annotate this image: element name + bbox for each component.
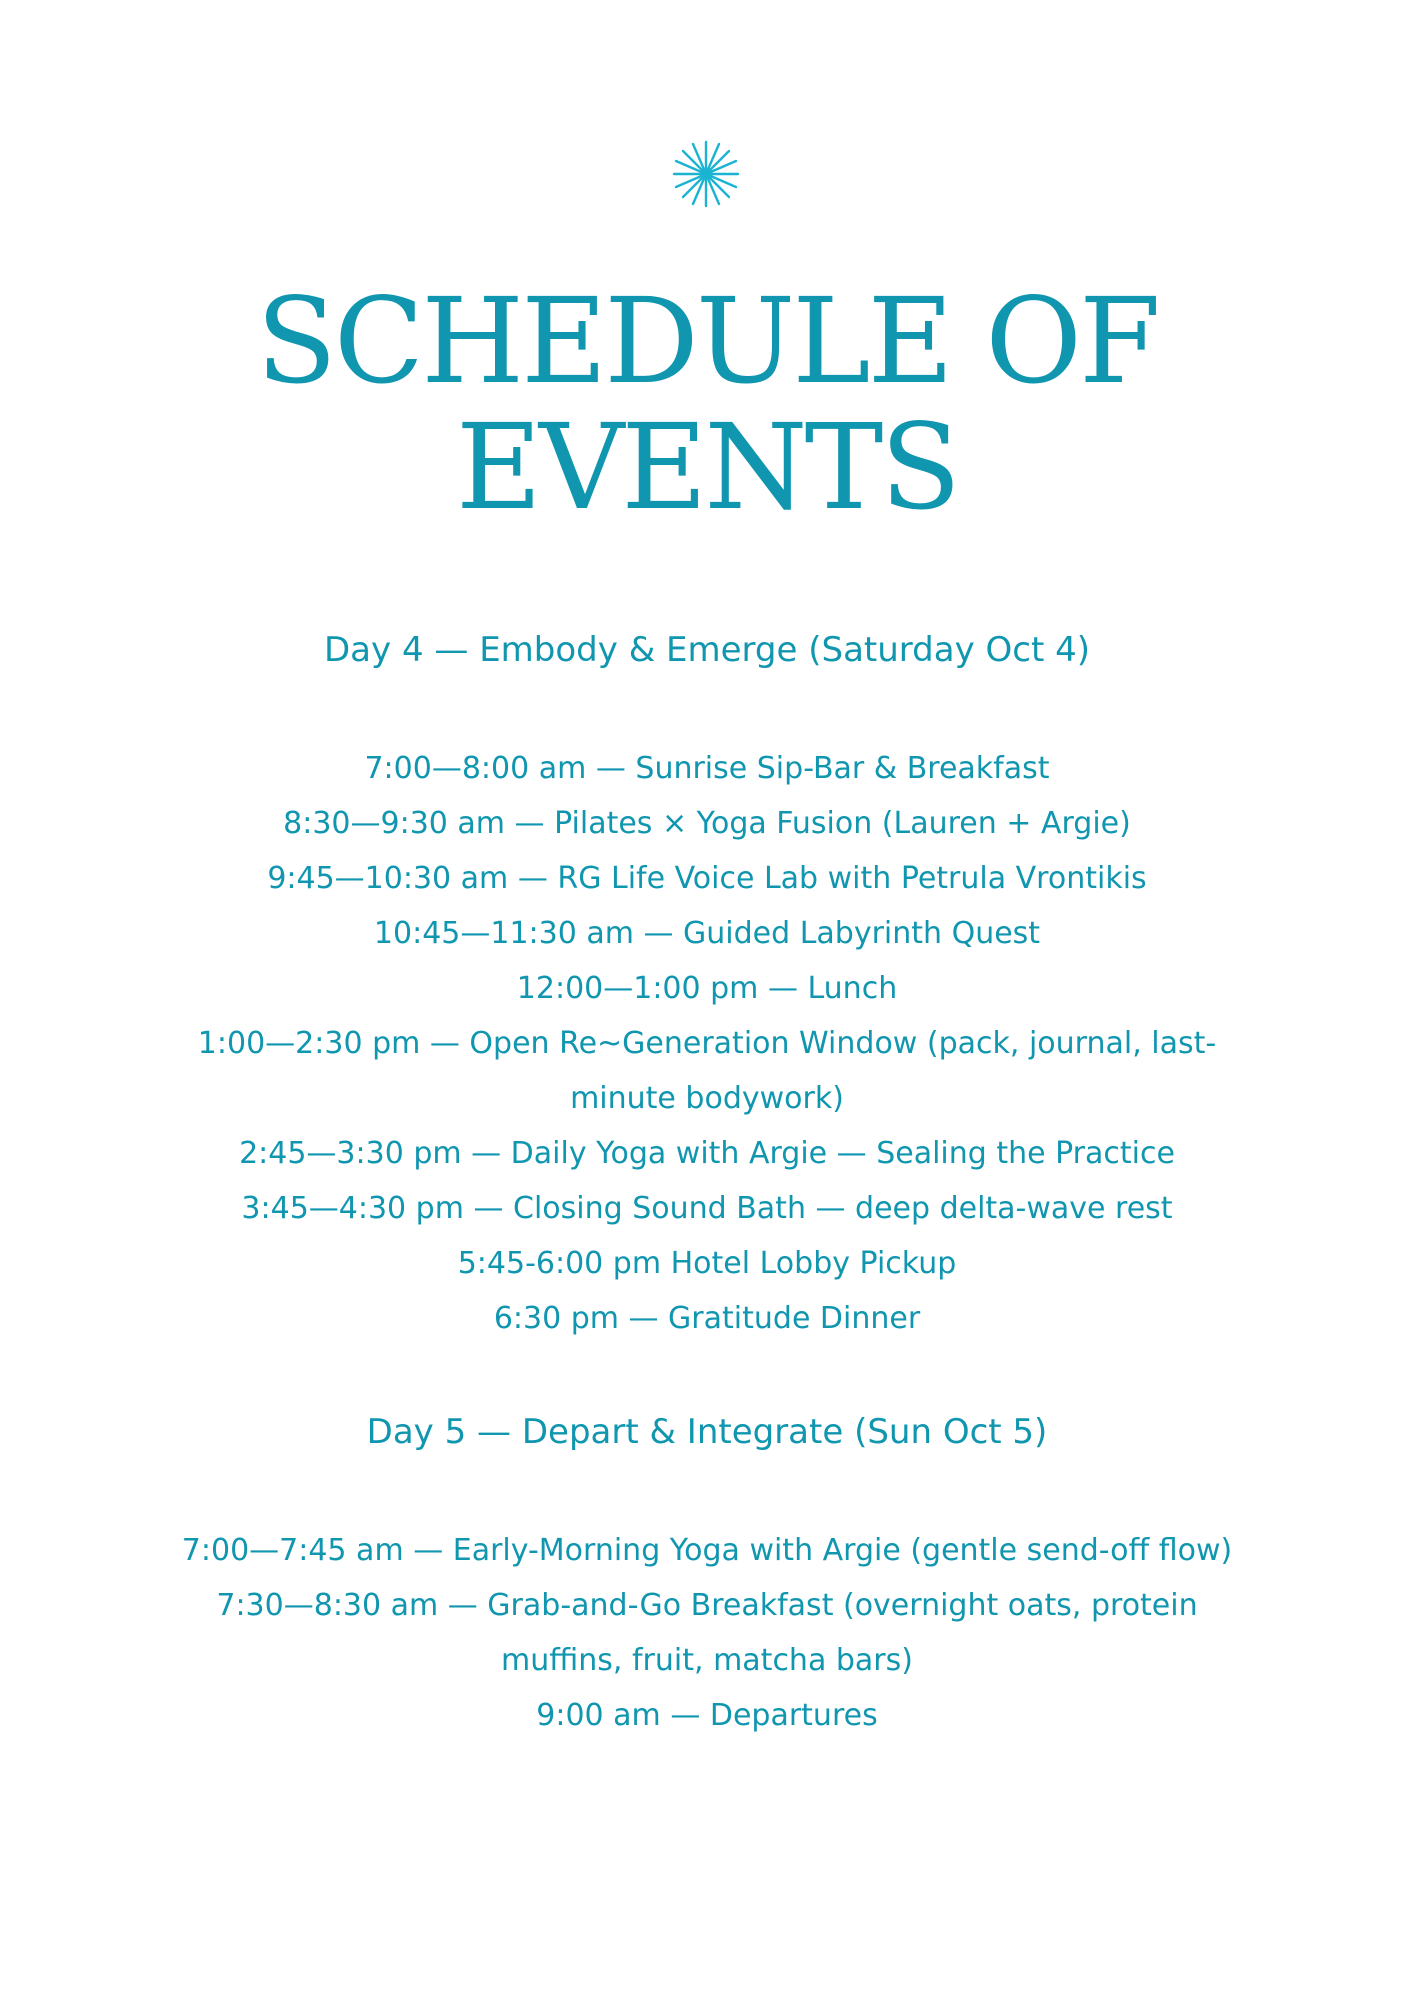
day-4-heading: Day 4 — Embody & Emerge (Saturday Oct 4) (324, 630, 1090, 670)
event-item: 9:00 am — Departures (536, 1698, 878, 1733)
event-item: 7:00—8:00 am — Sunrise Sip-Bar & Breakfast (364, 751, 1050, 786)
day-5-event-list (160, 1523, 1254, 1743)
day-5-heading: Day 5 — Depart & Integrate (Sun Oct 5) (366, 1412, 1048, 1452)
event-item: 6:30 pm — Gratitude Dinner (493, 1301, 921, 1336)
page-title-line-1: SCHEDULE OF (256, 272, 1158, 410)
page-title-line-2: EVENTS (455, 398, 959, 536)
event-item: 7:00—7:45 am — Early-Morning Yoga with Argie (gentle send-off flow) (181, 1533, 1233, 1568)
event-item: 10:45—11:30 am — Guided Labyrinth Quest (373, 916, 1041, 951)
event-item: 3:45—4:30 pm — Closing Sound Bath — deep delta-wave rest (241, 1191, 1173, 1226)
day-4-event-list (160, 741, 1254, 1346)
event-item: 2:45—3:30 pm — Daily Yoga with Argie — Sealing the Practice (239, 1136, 1175, 1171)
asterisk-star-icon (672, 140, 740, 208)
event-item: 12:00—1:00 pm — Lunch (516, 971, 898, 1006)
event-item: 5:45-6:00 pm Hotel Lobby Pickup (457, 1246, 957, 1281)
event-item: 9:45—10:30 am — RG Life Voice Lab with Petrula Vrontikis (267, 861, 1147, 896)
event-item: 8:30—9:30 am — Pilates × Yoga Fusion (Lauren + Argie) (283, 806, 1131, 841)
event-item: 1:00—2:30 pm — Open Re~Generation Window (pack, journal, last-minute bodywork) (197, 1026, 1217, 1116)
event-item: 7:30—8:30 am — Grab-and-Go Breakfast (overnight oats, protein muffins, fruit, matcha bars) (216, 1588, 1198, 1678)
